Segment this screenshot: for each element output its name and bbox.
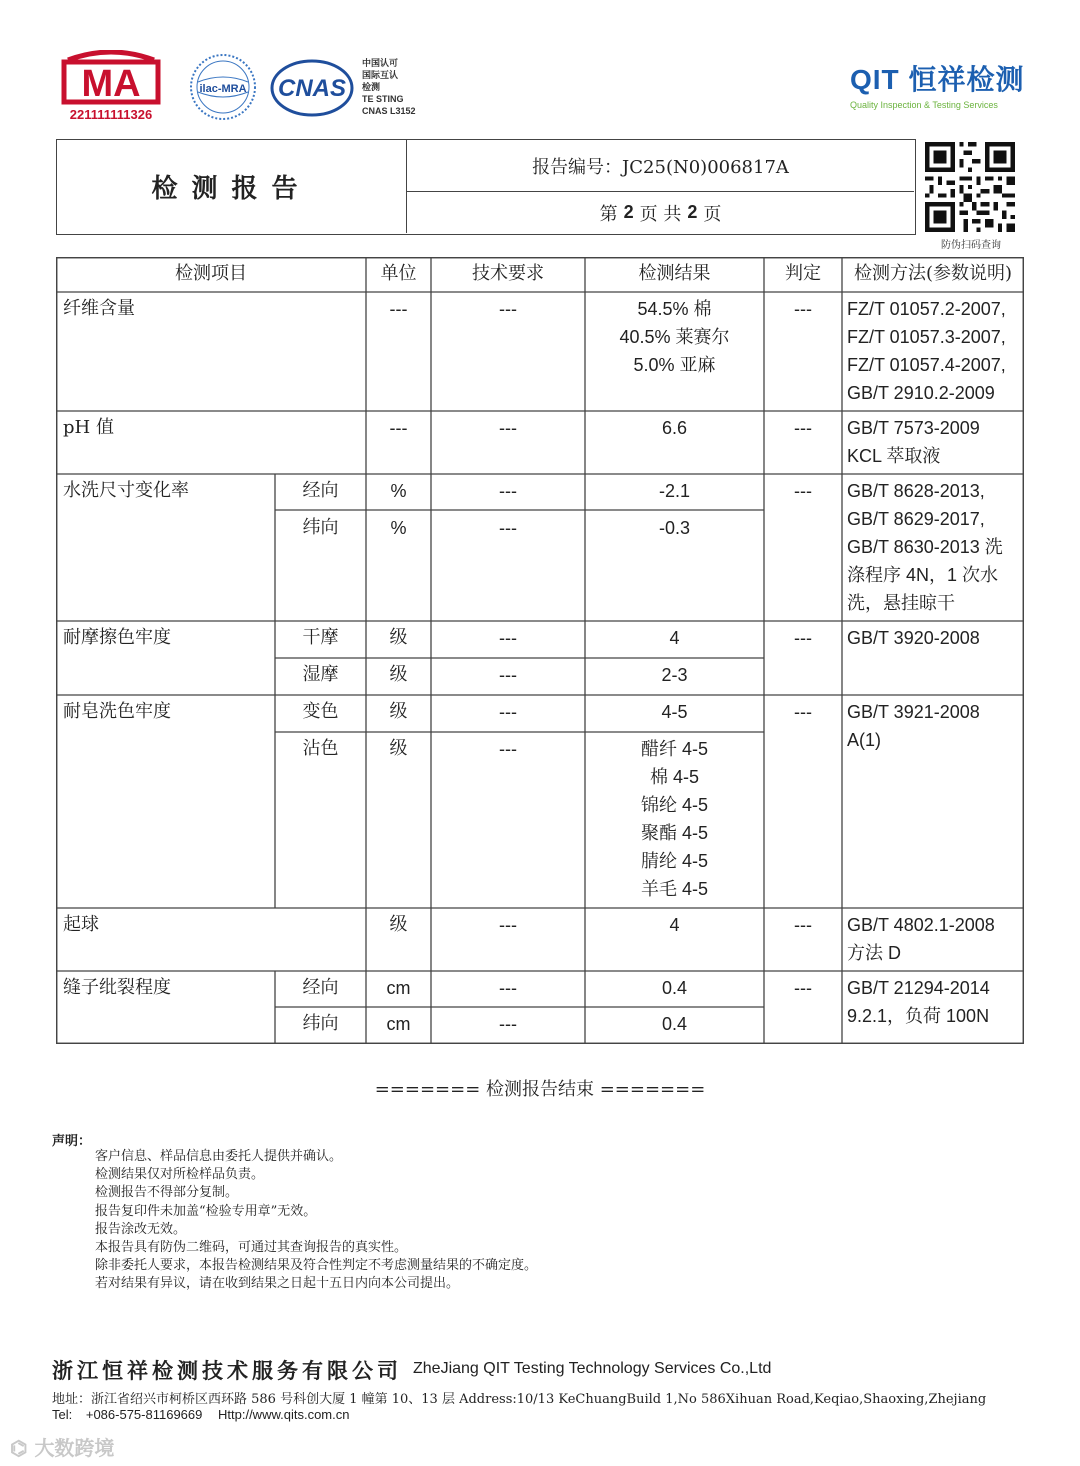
req-rub-dry: ---: [499, 628, 517, 648]
result-wash-warp: -2.1: [658, 481, 691, 501]
declaration-item: 若对结果有异议，请在收到结果之日起十五日内向本公司提出。: [95, 1276, 460, 1292]
result-pilling: 4: [669, 915, 680, 935]
tel-label: Tel:: [52, 1407, 73, 1422]
report-title: 检测报告: [57, 140, 407, 233]
method-line: 涤程序 4N，1 次水: [847, 565, 999, 585]
company-address: 地址：浙江省绍兴市柯桥区西环路 586 号科创大厦 1 幢第 10、13 层 Address:10/13 KeChuangBuild 1,No 586Xihuan Road,Keqiao,Shaoxing,Zhejiang: [52, 1392, 987, 1407]
method-rub: GB/T 3920-2008: [847, 628, 980, 648]
watermark-icon: ⌬: [10, 1436, 28, 1460]
result-line: 腈纶 4-5: [640, 851, 709, 871]
judge-ph: ---: [794, 418, 812, 438]
req-seam-warp: ---: [499, 978, 517, 998]
company-name-cn: 浙江恒祥检测技术服务有限公司: [52, 1358, 402, 1383]
item-pilling: 起球: [63, 914, 99, 935]
judge-wash: ---: [794, 481, 812, 501]
cnas-caption: [362, 57, 416, 117]
item-seam: 缝子纰裂程度: [63, 977, 171, 998]
declaration-item: 报告涂改无效。: [95, 1221, 187, 1237]
cnas-caption-line: 国际互认: [362, 70, 399, 80]
declaration-item: 检测报告不得部分复制。: [95, 1185, 239, 1201]
sub-soap-stain: 沾色: [302, 738, 339, 759]
judge-seam: ---: [794, 978, 812, 998]
result-ph: 6.6: [661, 418, 688, 438]
report-header: [56, 139, 916, 235]
result-wash-weft: -0.3: [658, 518, 691, 538]
col-header-result: 检测结果: [638, 263, 711, 284]
company-contact: [52, 1407, 349, 1422]
report-end-marker: ======= 检测报告结束 =======: [374, 1079, 706, 1100]
unit-wash-warp: %: [390, 481, 407, 501]
method-wash: [847, 477, 1003, 617]
cnas-caption-line: TE STING: [362, 94, 404, 104]
req-rub-wet: ---: [499, 665, 517, 685]
method-line: GB/T 8629-2017,: [847, 509, 985, 529]
sub-soap-change: 变色: [302, 701, 339, 722]
item-ph: pH 值: [63, 417, 114, 438]
qit-tagline: Quality Inspection & Testing Services: [850, 100, 998, 110]
col-header-unit: 单位: [380, 263, 417, 284]
tel-number: +086-575-81169669: [85, 1407, 203, 1422]
method-line: GB/T 4802.1-2008: [847, 915, 995, 935]
method-line: 9.2.1，负荷 100N: [847, 1006, 990, 1026]
cnas-logo: [270, 58, 354, 118]
method-line: KCL 萃取液: [847, 446, 941, 466]
page-total: 2: [687, 202, 698, 222]
result-fiber: [585, 295, 764, 379]
qit-brand: QIT 恒祥检测: [850, 64, 1025, 95]
unit-soap-change: 级: [389, 701, 408, 722]
declaration-title: 声明：: [52, 1134, 92, 1149]
page-indicator: [407, 192, 914, 233]
col-header-item: 检测项目: [175, 263, 247, 284]
result-line: 5.0% 亚麻: [633, 355, 716, 375]
report-number: 报告编号：JC25(N0)006817A: [407, 140, 914, 192]
result-line: 聚酯 4-5: [640, 823, 709, 843]
method-line: GB/T 7573-2009: [847, 418, 980, 438]
method-pilling: [847, 911, 995, 967]
declaration-list: [95, 1148, 537, 1294]
unit-ph: ---: [389, 418, 408, 438]
unit-seam-warp: cm: [386, 978, 411, 998]
unit-pilling: 级: [389, 914, 408, 935]
ma-number: 221111111326: [69, 107, 153, 122]
page-suffix: 页: [703, 203, 722, 225]
judge-rub: ---: [794, 628, 812, 648]
method-ph: [847, 414, 980, 470]
cnas-caption-line: 中国认可: [362, 58, 399, 68]
req-ph: ---: [499, 418, 517, 438]
sub-wash-warp: 经向: [302, 480, 339, 501]
declaration-item: 本报告具有防伪二维码，可通过其查询报告的真实性。: [95, 1240, 408, 1256]
method-line: GB/T 3921-2008: [847, 702, 980, 722]
cnas-caption-line: 检测: [362, 82, 381, 92]
unit-soap-stain: 级: [389, 738, 408, 759]
declaration-item: 除非委托人要求，本报告检测结果及符合性判定不考虑测量结果的不确定度。: [95, 1258, 538, 1274]
req-pilling: ---: [499, 915, 517, 935]
declaration-item: 报告复印件未加盖“检验专用章”无效。: [95, 1203, 317, 1219]
unit-wash-weft: %: [390, 518, 407, 538]
qr-caption: 防伪扫码查询: [941, 240, 1001, 251]
declaration-item: 客户信息、样品信息由委托人提供并确认。: [95, 1149, 343, 1164]
result-line: 醋纤 4-5: [640, 739, 709, 759]
item-rub: 耐摩擦色牢度: [63, 627, 171, 648]
req-soap-stain: ---: [499, 739, 517, 759]
result-seam-weft: 0.4: [661, 1014, 688, 1034]
unit-seam-weft: cm: [386, 1014, 411, 1034]
method-line: 洗，悬挂晾干: [847, 593, 955, 613]
watermark-text: 大数跨境: [34, 1436, 115, 1460]
result-line: 棉 4-5: [649, 767, 700, 787]
judge-soap: ---: [794, 702, 812, 722]
col-header-judgement: 判定: [785, 263, 821, 284]
result-line: 40.5% 莱赛尔: [619, 327, 730, 347]
method-soap: [847, 698, 980, 754]
method-line: GB/T 8628-2013,: [847, 481, 985, 501]
col-header-requirement: 技术要求: [472, 263, 544, 284]
ma-text: MA: [81, 63, 141, 105]
req-wash-warp: ---: [499, 481, 517, 501]
unit-rub-wet: 级: [389, 664, 408, 685]
req-seam-weft: ---: [499, 1014, 517, 1034]
result-soap-change: 4-5: [661, 702, 688, 722]
judge-pilling: ---: [794, 915, 812, 935]
page-current: 2: [623, 202, 634, 222]
sub-seam-warp: 经向: [302, 977, 339, 998]
method-line: FZ/T 01057.2-2007,: [847, 299, 1006, 319]
company-name-en: ZheJiang QIT Testing Technology Services Co.,Ltd: [413, 1360, 772, 1377]
req-wash-weft: ---: [499, 518, 517, 538]
qr-code[interactable]: [925, 142, 1015, 232]
sub-wash-weft: 纬向: [302, 517, 339, 538]
result-line: 锦纶 4-5: [640, 795, 709, 815]
method-seam: [847, 974, 990, 1030]
watermark: [10, 1432, 114, 1461]
judge-fiber: ---: [794, 299, 812, 319]
item-soap: 耐皂洗色牢度: [63, 701, 171, 722]
req-soap-change: ---: [499, 702, 517, 722]
item-fiber: 纤维含量: [63, 298, 135, 319]
col-header-method: 检测方法(参数说明): [853, 263, 1013, 284]
result-line: 羊毛 4-5: [640, 879, 709, 899]
method-fiber: [847, 295, 1006, 407]
result-soap-stain: [585, 735, 764, 903]
method-line: FZ/T 01057.4-2007,: [847, 355, 1006, 375]
page-mid: 页 共: [639, 203, 682, 225]
method-line: GB/T 8630-2013 洗: [847, 537, 1003, 557]
page-prefix: 第: [599, 203, 618, 225]
sub-rub-wet: 湿摩: [302, 664, 339, 685]
cnas-caption-line: CNAS L3152: [362, 106, 416, 116]
method-line: GB/T 21294-2014: [847, 978, 990, 998]
result-seam-warp: 0.4: [661, 978, 688, 998]
method-line: GB/T 2910.2-2009: [847, 383, 995, 403]
method-line: A(1): [847, 730, 882, 750]
website-link[interactable]: Http://www.qits.com.cn: [218, 1407, 350, 1422]
item-wash: 水洗尺寸变化率: [63, 480, 189, 501]
unit-fiber: ---: [389, 299, 408, 319]
test-results-table: [56, 257, 1024, 1044]
method-line: 方法 D: [847, 943, 901, 963]
method-line: FZ/T 01057.3-2007,: [847, 327, 1006, 347]
req-fiber: ---: [499, 299, 517, 319]
qit-logo: [850, 58, 1025, 110]
ilac-mra-logo: [188, 52, 258, 122]
sub-rub-dry: 干摩: [302, 627, 339, 648]
cnas-text: CNAS: [277, 75, 347, 102]
result-rub-dry: 4: [669, 628, 680, 648]
result-line: 54.5% 棉: [637, 299, 712, 319]
ilac-text: ilac-MRA: [199, 83, 247, 95]
sub-seam-weft: 纬向: [302, 1013, 339, 1034]
result-rub-wet: 2-3: [661, 665, 688, 685]
declaration-item: 检测结果仅对所检样品负责。: [95, 1167, 265, 1183]
unit-rub-dry: 级: [389, 627, 408, 648]
